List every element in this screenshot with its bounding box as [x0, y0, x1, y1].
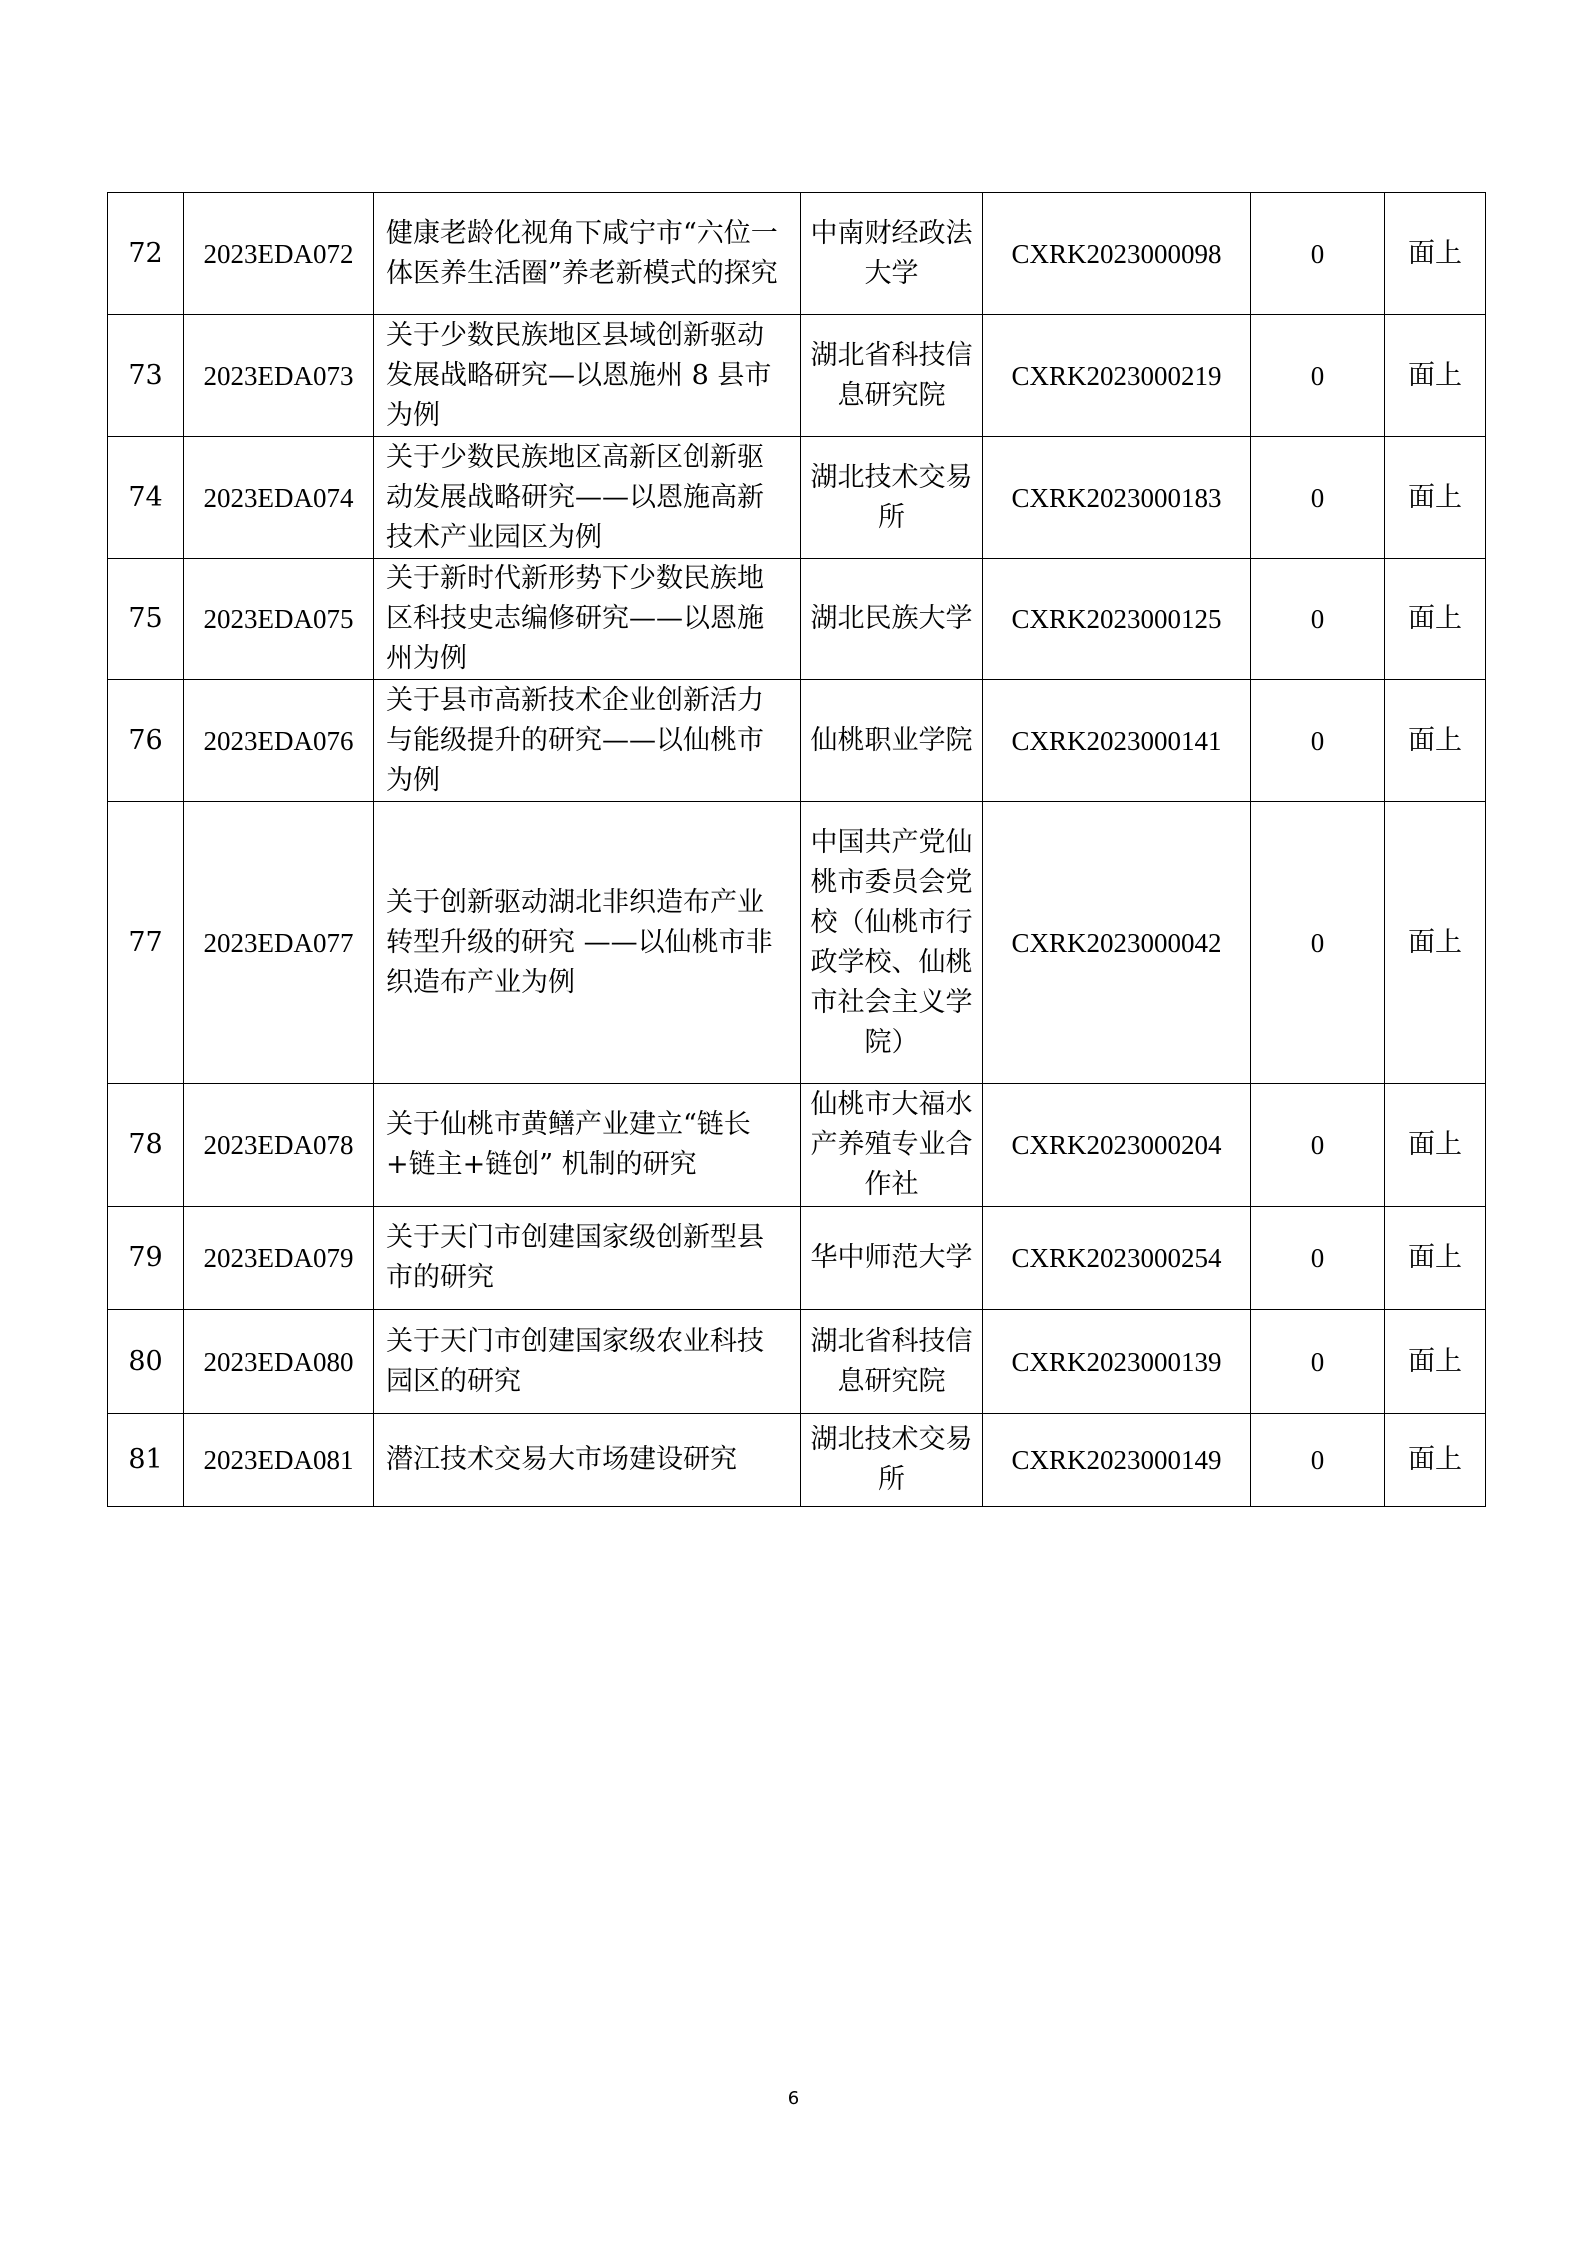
table-row: [108, 437, 1486, 559]
cell-organization: 仙桃职业学院: [801, 680, 983, 802]
cell-project-title: 关于少数民族地区县域创新驱动发展战略研究—以恩施州 8 县市为例: [374, 315, 801, 437]
table-row: [108, 1310, 1486, 1414]
cell-number: 78: [108, 1084, 184, 1207]
cell-project-code: 2023EDA073: [184, 315, 374, 437]
cell-project-code: 2023EDA080: [184, 1310, 374, 1414]
cell-registration-number: CXRK2023000183: [983, 437, 1251, 559]
cell-organization: 湖北省科技信息研究院: [801, 1310, 983, 1414]
cell-project-code: 2023EDA079: [184, 1207, 374, 1310]
cell-project-type: 面上: [1385, 315, 1486, 437]
cell-project-title: 关于新时代新形势下少数民族地区科技史志编修研究——以恩施州为例: [374, 559, 801, 680]
cell-organization: 湖北省科技信息研究院: [801, 315, 983, 437]
cell-project-title: 关于创新驱动湖北非织造布产业转型升级的研究 ——以仙桃市非织造布产业为例: [374, 802, 801, 1084]
cell-project-code: 2023EDA081: [184, 1414, 374, 1507]
cell-project-title: 关于天门市创建国家级农业科技园区的研究: [374, 1310, 801, 1414]
cell-amount: 0: [1251, 1084, 1385, 1207]
cell-number: 79: [108, 1207, 184, 1310]
cell-project-code: 2023EDA075: [184, 559, 374, 680]
page-number: 6: [787, 2088, 800, 2109]
cell-project-type: 面上: [1385, 1310, 1486, 1414]
cell-organization: 湖北技术交易所: [801, 1414, 983, 1507]
cell-project-code: 2023EDA078: [184, 1084, 374, 1207]
table-row: [108, 802, 1486, 1084]
table-row: [108, 1207, 1486, 1310]
cell-registration-number: CXRK2023000098: [983, 193, 1251, 315]
cell-project-title: 关于少数民族地区高新区创新驱动发展战略研究——以恩施高新技术产业园区为例: [374, 437, 801, 559]
cell-organization: 仙桃市大福水产养殖专业合作社: [801, 1084, 983, 1207]
cell-registration-number: CXRK2023000254: [983, 1207, 1251, 1310]
cell-number: 76: [108, 680, 184, 802]
cell-registration-number: CXRK2023000149: [983, 1414, 1251, 1507]
cell-registration-number: CXRK2023000125: [983, 559, 1251, 680]
cell-organization: 湖北技术交易所: [801, 437, 983, 559]
cell-registration-number: CXRK2023000042: [983, 802, 1251, 1084]
cell-project-type: 面上: [1385, 1414, 1486, 1507]
cell-project-type: 面上: [1385, 802, 1486, 1084]
cell-amount: 0: [1251, 680, 1385, 802]
cell-amount: 0: [1251, 802, 1385, 1084]
cell-organization: 华中师范大学: [801, 1207, 983, 1310]
table-row: [108, 1414, 1486, 1507]
cell-project-type: 面上: [1385, 1207, 1486, 1310]
table-row: [108, 193, 1486, 315]
project-table-body: [108, 193, 1486, 1507]
cell-number: 77: [108, 802, 184, 1084]
cell-amount: 0: [1251, 559, 1385, 680]
cell-registration-number: CXRK2023000219: [983, 315, 1251, 437]
table-row: [108, 559, 1486, 680]
cell-number: 80: [108, 1310, 184, 1414]
cell-organization: 中南财经政法大学: [801, 193, 983, 315]
cell-project-code: 2023EDA072: [184, 193, 374, 315]
cell-project-type: 面上: [1385, 559, 1486, 680]
cell-amount: 0: [1251, 1310, 1385, 1414]
cell-project-title: 健康老龄化视角下咸宁市“六位一体医养生活圈”养老新模式的探究: [374, 193, 801, 315]
cell-registration-number: CXRK2023000204: [983, 1084, 1251, 1207]
cell-project-title: 关于县市高新技术企业创新活力与能级提升的研究——以仙桃市为例: [374, 680, 801, 802]
table-row: [108, 680, 1486, 802]
cell-amount: 0: [1251, 437, 1385, 559]
cell-project-title: 关于仙桃市黄鳝产业建立“链长+链主+链创” 机制的研究: [374, 1084, 801, 1207]
cell-project-title: 潜江技术交易大市场建设研究: [374, 1414, 801, 1507]
cell-project-type: 面上: [1385, 680, 1486, 802]
cell-organization: 中国共产党仙桃市委员会党校（仙桃市行政学校、仙桃市社会主义学院）: [801, 802, 983, 1084]
table-row: [108, 1084, 1486, 1207]
cell-number: 75: [108, 559, 184, 680]
cell-registration-number: CXRK2023000141: [983, 680, 1251, 802]
cell-organization: 湖北民族大学: [801, 559, 983, 680]
cell-project-type: 面上: [1385, 1084, 1486, 1207]
table-row: [108, 315, 1486, 437]
cell-amount: 0: [1251, 1414, 1385, 1507]
cell-number: 81: [108, 1414, 184, 1507]
cell-project-title: 关于天门市创建国家级创新型县市的研究: [374, 1207, 801, 1310]
cell-number: 74: [108, 437, 184, 559]
cell-registration-number: CXRK2023000139: [983, 1310, 1251, 1414]
cell-project-code: 2023EDA076: [184, 680, 374, 802]
cell-project-type: 面上: [1385, 437, 1486, 559]
cell-number: 72: [108, 193, 184, 315]
cell-project-type: 面上: [1385, 193, 1486, 315]
cell-number: 73: [108, 315, 184, 437]
cell-project-code: 2023EDA077: [184, 802, 374, 1084]
cell-amount: 0: [1251, 193, 1385, 315]
project-table: [107, 192, 1486, 1507]
cell-amount: 0: [1251, 315, 1385, 437]
cell-amount: 0: [1251, 1207, 1385, 1310]
cell-project-code: 2023EDA074: [184, 437, 374, 559]
